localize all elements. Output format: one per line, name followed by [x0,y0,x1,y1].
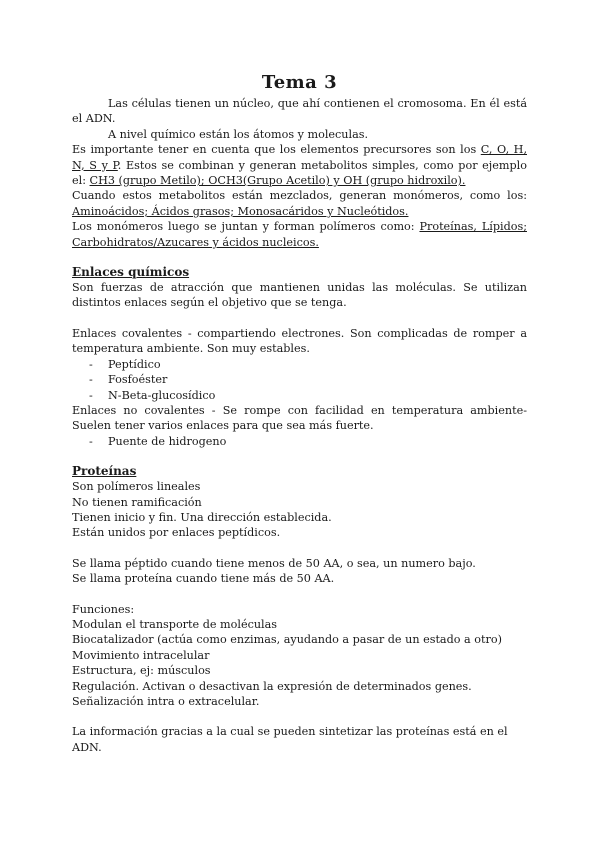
monomer-list: Aminoácidos; Ácidos grasos; Monosacáridos y Nucleótidos. [72,204,409,218]
list-item: - Puente de hidrogeno [89,434,527,449]
polymer-list: Proteínas, Lípidos; Carbohidratos/Azucares y ácidos nucleicos. [72,220,527,249]
protein-definition: Se llama proteína cuando tiene más de 50 AA. [72,572,335,586]
intro-paragraph-4 [72,188,527,219]
enlaces-description: Son fuerzas de atracción que mantienen unidas las moléculas. Se utilizan distintos enlaces según el objetivo que se tenga. [72,281,527,310]
functions-label: Funciones: [72,602,135,616]
list-item: - Fosfoéster [89,372,527,387]
protein-line: Están unidos por enlaces peptídicos. [72,526,281,540]
non-covalent-bond-list [72,434,527,449]
spacer [72,250,527,265]
spacer [72,541,527,556]
function-item: Regulación. Activan o desactivan la expresión de determinados genes. [72,679,472,693]
function-item: Estructura, ej: músculos [72,664,211,678]
covalent-bond-list [72,357,527,403]
section-heading-enlaces: Enlaces químicos [72,265,190,280]
precursor-elements: C, O, H, N, S y P [72,143,527,172]
document-content [72,72,527,755]
spacer [72,587,527,602]
covalent-bonds-text: Enlaces covalentes - compartiendo electrones. Son complicadas de romper a temperatura ambiente. Son muy estables. [72,326,527,356]
function-item: Modulan el transporte de moléculas [72,617,278,631]
spacer [72,449,527,464]
protein-line: Tienen inicio y fin. Una dirección establecida. [72,510,332,524]
metabolite-examples: CH3 (grupo Metilo); OCH3(Grupo Acetilo) y OH (grupo hidroxilo). [89,174,466,188]
page-title: Tema 3 [261,72,338,93]
function-item: Biocatalizador (actúa como enzimas, ayudando a pasar de un estado a otro) [72,633,502,647]
function-item: Movimiento intracelular [72,648,210,662]
function-item: Señalización intra o extracelular. [72,695,260,708]
section-heading-proteinas: Proteínas [72,464,137,479]
peptide-definition: Se llama péptido cuando tiene menos de 50 AA, o sea, un numero bajo. [72,556,476,570]
list-item: - N-Beta-glucosídico [89,388,527,403]
intro-paragraph-3 [72,142,527,188]
intro-p5-text: Los monómeros luego se juntan y forman polímeros como: [72,220,420,234]
intro-p3-text: Es importante tener en cuenta que los elementos precursores son los [72,143,481,157]
spacer [72,709,527,724]
protein-line: No tienen ramificación [72,495,202,509]
closing-sentence: La información gracias a la cual se pueden sintetizar las proteínas está en el ADN. [72,725,508,754]
intro-p4-text: Cuando estos metabolitos están mezclados, generan monómeros, como los: [72,189,527,203]
intro-paragraph-1: Las células tienen un núcleo, que ahí contienen el cromosoma. En él está el ADN. [72,97,527,126]
protein-line: Son polímeros lineales [72,480,201,494]
intro-paragraph-2: A nivel químico están los átomos y moleculas. [108,127,369,141]
list-item: - Peptídico [89,357,527,372]
intro-paragraph-5 [72,219,527,250]
spacer [72,311,527,326]
intro-p3-text-mid: . Estos se combinan y generan metabolitos simples, como por ejemplo el: [72,158,527,188]
non-covalent-bonds-text: Enlaces no covalentes - Se rompe con facilidad en temperatura ambiente- Suelen tener varios enlaces para que sea más fuerte. [72,403,527,433]
